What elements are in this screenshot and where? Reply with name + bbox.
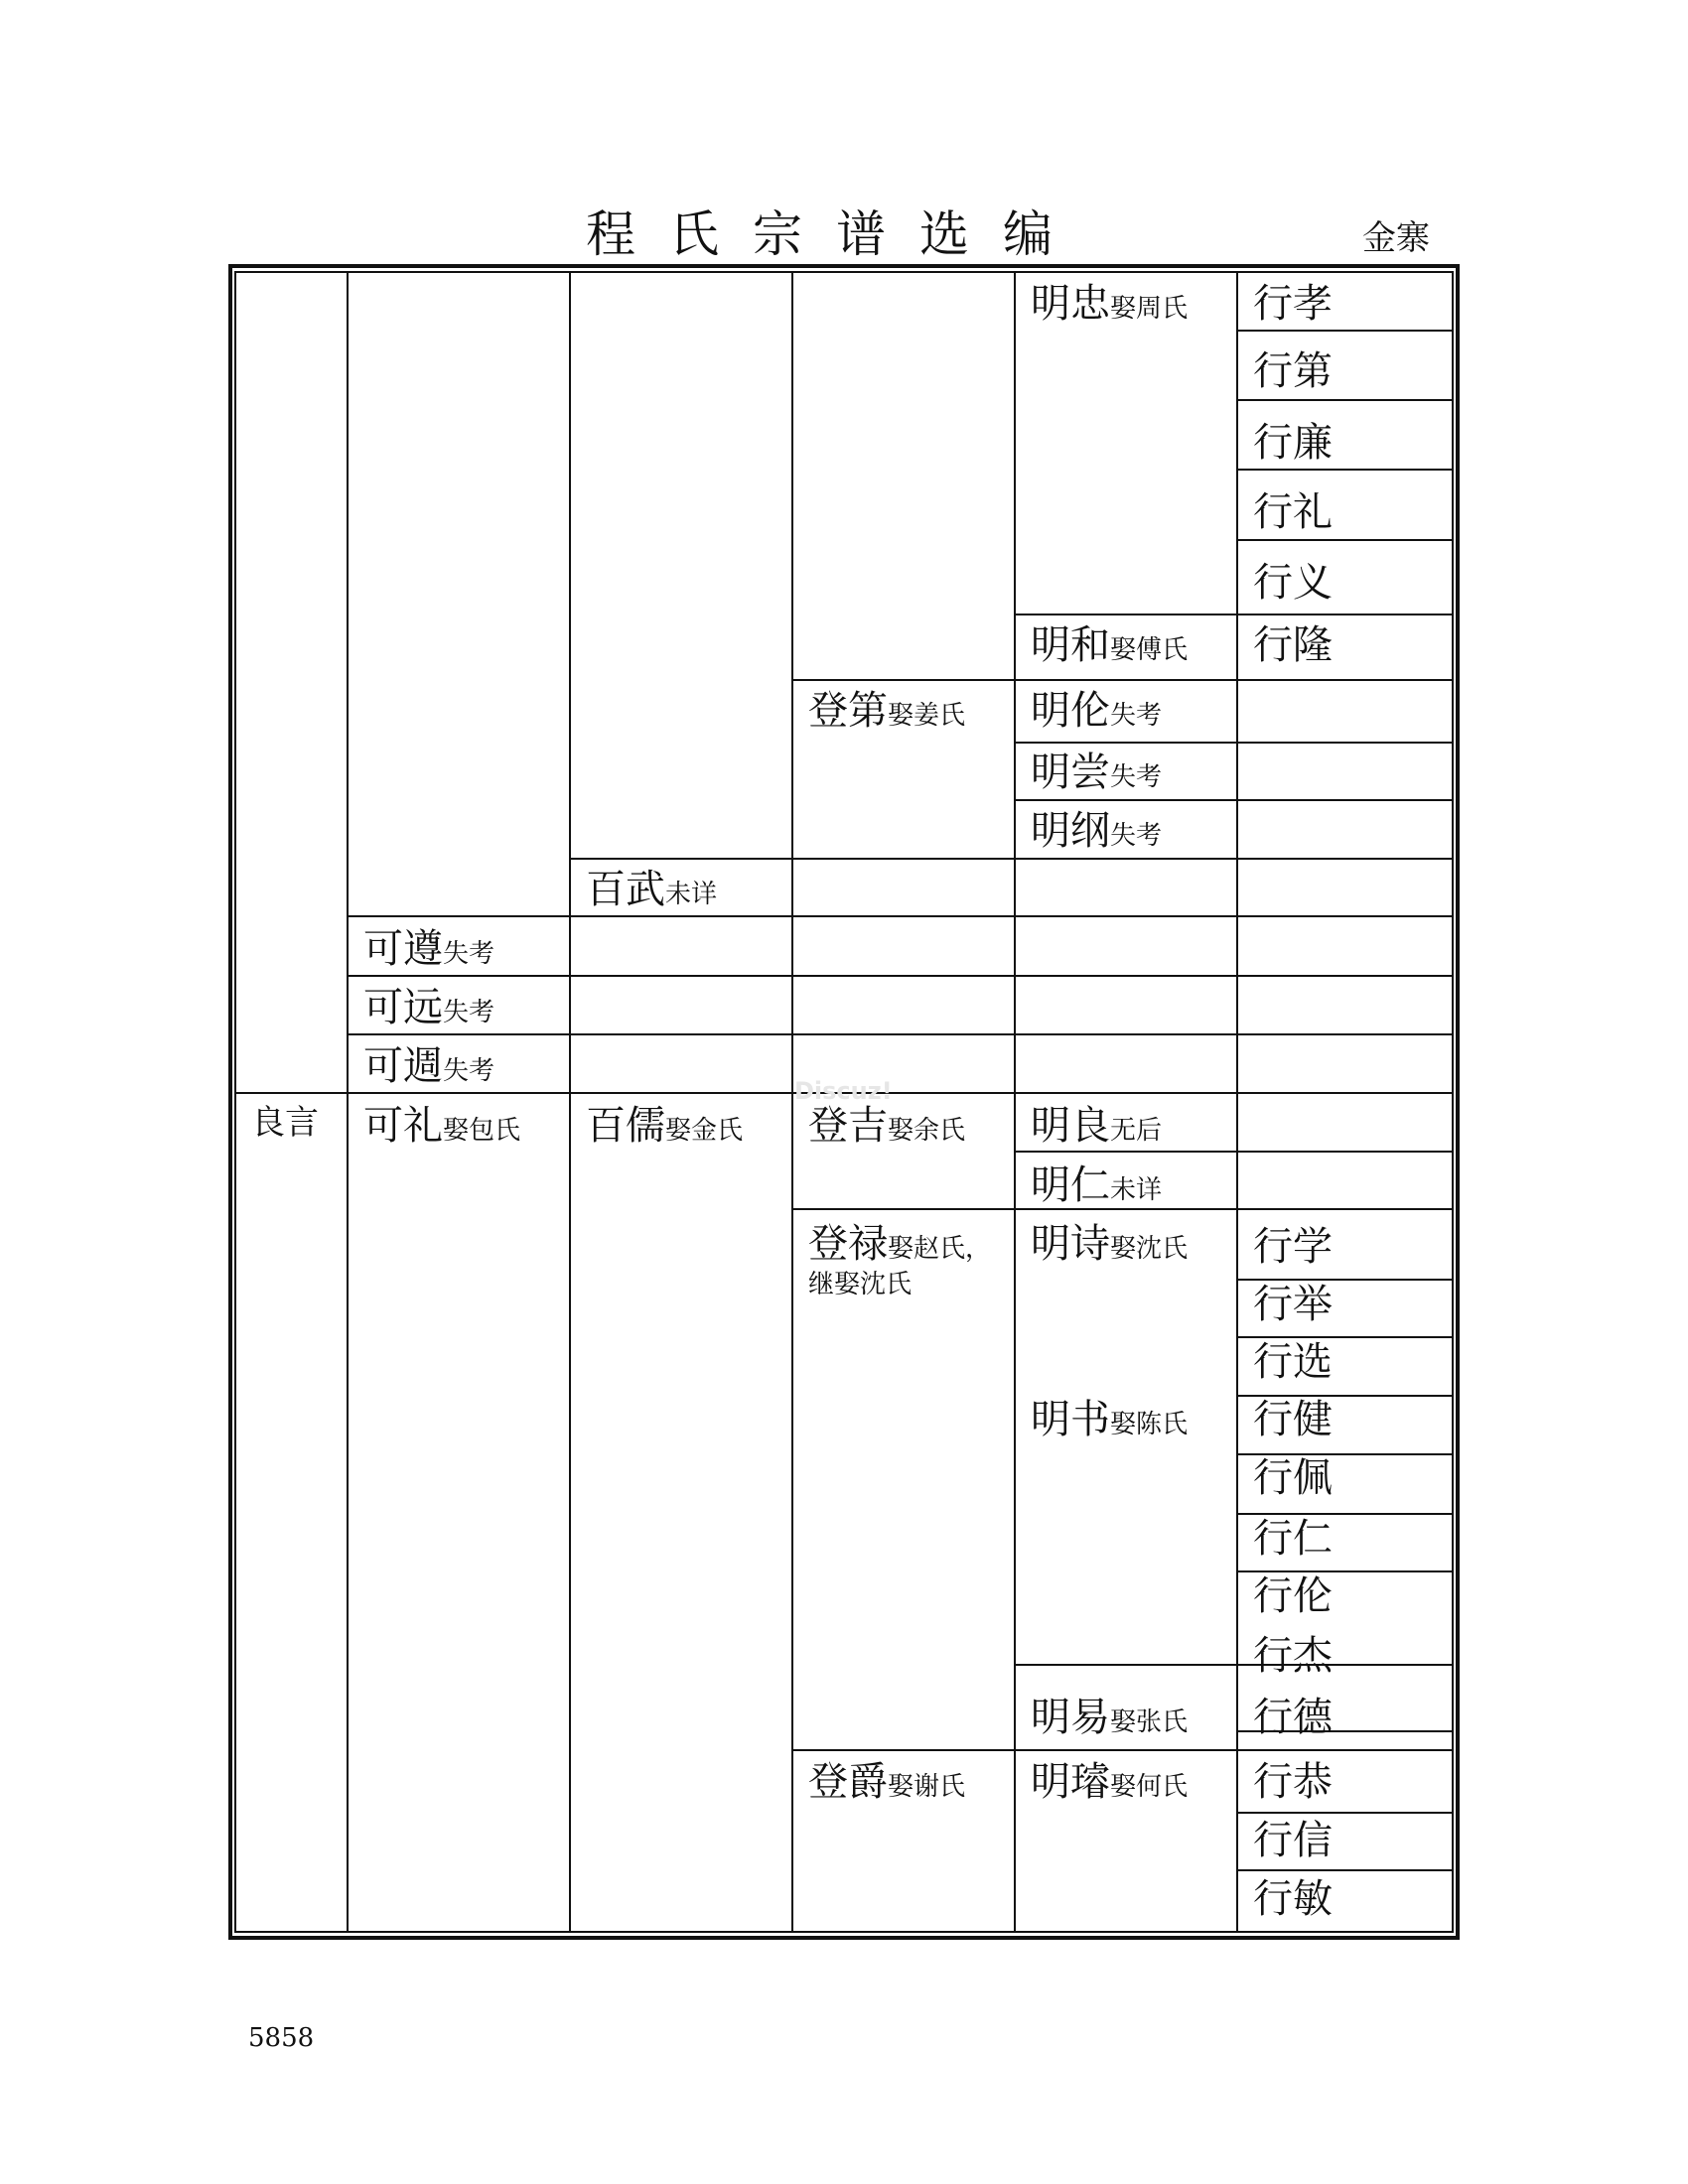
- given-name: 行义: [1253, 560, 1333, 606]
- spouse-note: 娶包氏: [443, 1116, 521, 1146]
- status-note: 失考: [1110, 821, 1163, 851]
- gen2-entry: [363, 1043, 495, 1089]
- gen3-entry: [586, 867, 718, 912]
- row-line: [347, 915, 1452, 917]
- gen6-entry: [1253, 420, 1333, 466]
- given-name: 行杰: [1253, 1633, 1333, 1679]
- given-name: 行学: [1253, 1224, 1333, 1270]
- gen6-entry: [1253, 1818, 1333, 1863]
- given-name: 明忠: [1031, 281, 1110, 327]
- gen6-entry: [1253, 1573, 1333, 1619]
- given-name: 可远: [363, 985, 443, 1030]
- gen6-entry: [1253, 1516, 1333, 1562]
- given-name: 行举: [1253, 1282, 1333, 1327]
- gen4-entry: [808, 1103, 966, 1149]
- gen5-entry: [1031, 750, 1163, 795]
- col-divider: [569, 273, 571, 1931]
- gen3-entry: [586, 1103, 744, 1149]
- spouse-note: 娶金氏: [665, 1116, 744, 1146]
- gen6-entry: [1253, 622, 1333, 668]
- spouse-note: 娶姜氏: [888, 701, 966, 731]
- gen1-entry: [251, 1103, 319, 1143]
- row-line: [569, 858, 1452, 860]
- given-name: 行恭: [1253, 1759, 1333, 1805]
- row-line: [1236, 330, 1452, 332]
- col-divider: [1014, 273, 1016, 1931]
- given-name: 明伦: [1031, 688, 1110, 734]
- gen5-entry: [1031, 1162, 1163, 1208]
- gen6-entry: [1253, 1397, 1333, 1442]
- given-name: 行仁: [1253, 1516, 1333, 1562]
- gen5-entry: [1031, 688, 1163, 734]
- row-line: [791, 1208, 1452, 1210]
- status-note: 无后: [1110, 1116, 1163, 1146]
- given-name: 登吉: [808, 1103, 888, 1149]
- given-name: 明仁: [1031, 1162, 1110, 1208]
- gen6-entry: [1253, 1455, 1333, 1501]
- gen5-entry: [1031, 1397, 1189, 1442]
- col-divider: [1236, 273, 1238, 1931]
- gen6-entry: [1253, 1282, 1333, 1327]
- given-name: 行第: [1253, 348, 1333, 394]
- given-name: 登爵: [808, 1759, 888, 1805]
- row-line: [1014, 742, 1452, 744]
- given-name: 行佩: [1253, 1455, 1333, 1501]
- gen4-entry: [808, 688, 966, 734]
- spouse-note: 娶赵氏，: [888, 1234, 992, 1264]
- row-line: [347, 1033, 1452, 1035]
- spouse-note: 娶余氏: [888, 1116, 966, 1146]
- place-label: 金寨: [1362, 218, 1430, 258]
- gen6-entry: [1253, 489, 1333, 535]
- given-name: 明璿: [1031, 1759, 1110, 1805]
- gen5-entry: [1031, 1695, 1189, 1740]
- gen6-entry: [1253, 1339, 1333, 1385]
- row-line: [791, 679, 1452, 681]
- given-name: 行伦: [1253, 1573, 1333, 1619]
- given-name: 明和: [1031, 622, 1110, 668]
- row-line: [1236, 1570, 1452, 1572]
- given-name: 行健: [1253, 1397, 1333, 1442]
- gen6-entry: [1253, 1876, 1333, 1922]
- gen2-entry: [363, 926, 495, 972]
- status-note: 失考: [443, 939, 495, 969]
- gen5-entry: [1031, 622, 1189, 668]
- page-number: 5858: [248, 2023, 315, 2053]
- given-name: 行德: [1253, 1695, 1333, 1740]
- given-name: 明纲: [1031, 808, 1110, 854]
- given-name: 可遵: [363, 926, 443, 972]
- page-title: 程氏宗谱选编: [586, 205, 1086, 263]
- spouse-note: 娶张氏: [1110, 1707, 1189, 1737]
- gen6-entry: [1253, 560, 1333, 606]
- given-name: 明尝: [1031, 750, 1110, 795]
- col-divider: [347, 273, 349, 1931]
- spouse-note: 娶谢氏: [888, 1772, 966, 1802]
- gen6-entry: [1253, 281, 1333, 327]
- given-name: 明书: [1031, 1397, 1110, 1442]
- spouse-note: 娶沈氏: [1110, 1234, 1189, 1264]
- gen5-entry: [1031, 1759, 1189, 1805]
- gen6-entry: [1253, 1633, 1333, 1679]
- spouse-note-2: 继娶沈氏: [808, 1270, 913, 1299]
- gen5-entry: [1031, 808, 1163, 854]
- given-name: 良言: [251, 1103, 319, 1143]
- spouse-note: 娶周氏: [1110, 294, 1189, 324]
- row-line: [1014, 1664, 1452, 1666]
- given-name: 可週: [363, 1043, 443, 1089]
- given-name: 百武: [586, 867, 665, 912]
- row-line: [1014, 799, 1452, 801]
- status-note: 失考: [443, 1056, 495, 1086]
- row-line: [1236, 1513, 1452, 1515]
- given-name: 明诗: [1031, 1221, 1110, 1267]
- given-name: 百儒: [586, 1103, 665, 1149]
- row-line: [791, 1749, 1452, 1751]
- given-name: 明良: [1031, 1103, 1110, 1149]
- given-name: 行选: [1253, 1339, 1333, 1385]
- gen5-entry: [1031, 1103, 1163, 1149]
- gen2-entry: [363, 1103, 521, 1149]
- row-line: [1236, 1869, 1452, 1871]
- row-line: [1014, 1151, 1452, 1153]
- status-note: 失考: [1110, 762, 1163, 792]
- spouse-note: 娶傅氏: [1110, 635, 1189, 665]
- row-line: [1236, 399, 1452, 401]
- gen5-entry: [1031, 1221, 1189, 1267]
- gen6-entry: [1253, 1759, 1333, 1805]
- given-name: 明易: [1031, 1695, 1110, 1740]
- row-line: [1014, 614, 1452, 615]
- row-line: [347, 975, 1452, 977]
- gen6-entry: [1253, 1224, 1333, 1270]
- spouse-note: 娶何氏: [1110, 1772, 1189, 1802]
- col-divider: [791, 273, 793, 1931]
- status-note: 未详: [665, 880, 718, 909]
- gen4-entry: [808, 1759, 966, 1805]
- gen5-entry: [1031, 281, 1189, 327]
- status-note: 失考: [1110, 701, 1163, 731]
- spouse-note: 娶陈氏: [1110, 1410, 1189, 1439]
- gen6-entry: [1253, 348, 1333, 394]
- given-name: 行信: [1253, 1818, 1333, 1863]
- given-name: 行孝: [1253, 281, 1333, 327]
- row-line: [1236, 1336, 1452, 1338]
- gen2-entry: [363, 985, 495, 1030]
- given-name: 行礼: [1253, 489, 1333, 535]
- row-line: [1236, 469, 1452, 471]
- row-line: [1236, 1279, 1452, 1281]
- row-line: [1236, 539, 1452, 541]
- status-note: 失考: [443, 998, 495, 1027]
- gen4-entry: [808, 1221, 992, 1299]
- gen6-entry: [1253, 1695, 1333, 1740]
- row-line: [1236, 1812, 1452, 1814]
- status-note: 未详: [1110, 1175, 1163, 1205]
- given-name: 行廉: [1253, 420, 1333, 466]
- watermark: Discuz!: [794, 1077, 893, 1105]
- given-name: 登禄: [808, 1221, 888, 1267]
- given-name: 登第: [808, 688, 888, 734]
- given-name: 可礼: [363, 1103, 443, 1149]
- given-name: 行隆: [1253, 622, 1333, 668]
- given-name: 行敏: [1253, 1876, 1333, 1922]
